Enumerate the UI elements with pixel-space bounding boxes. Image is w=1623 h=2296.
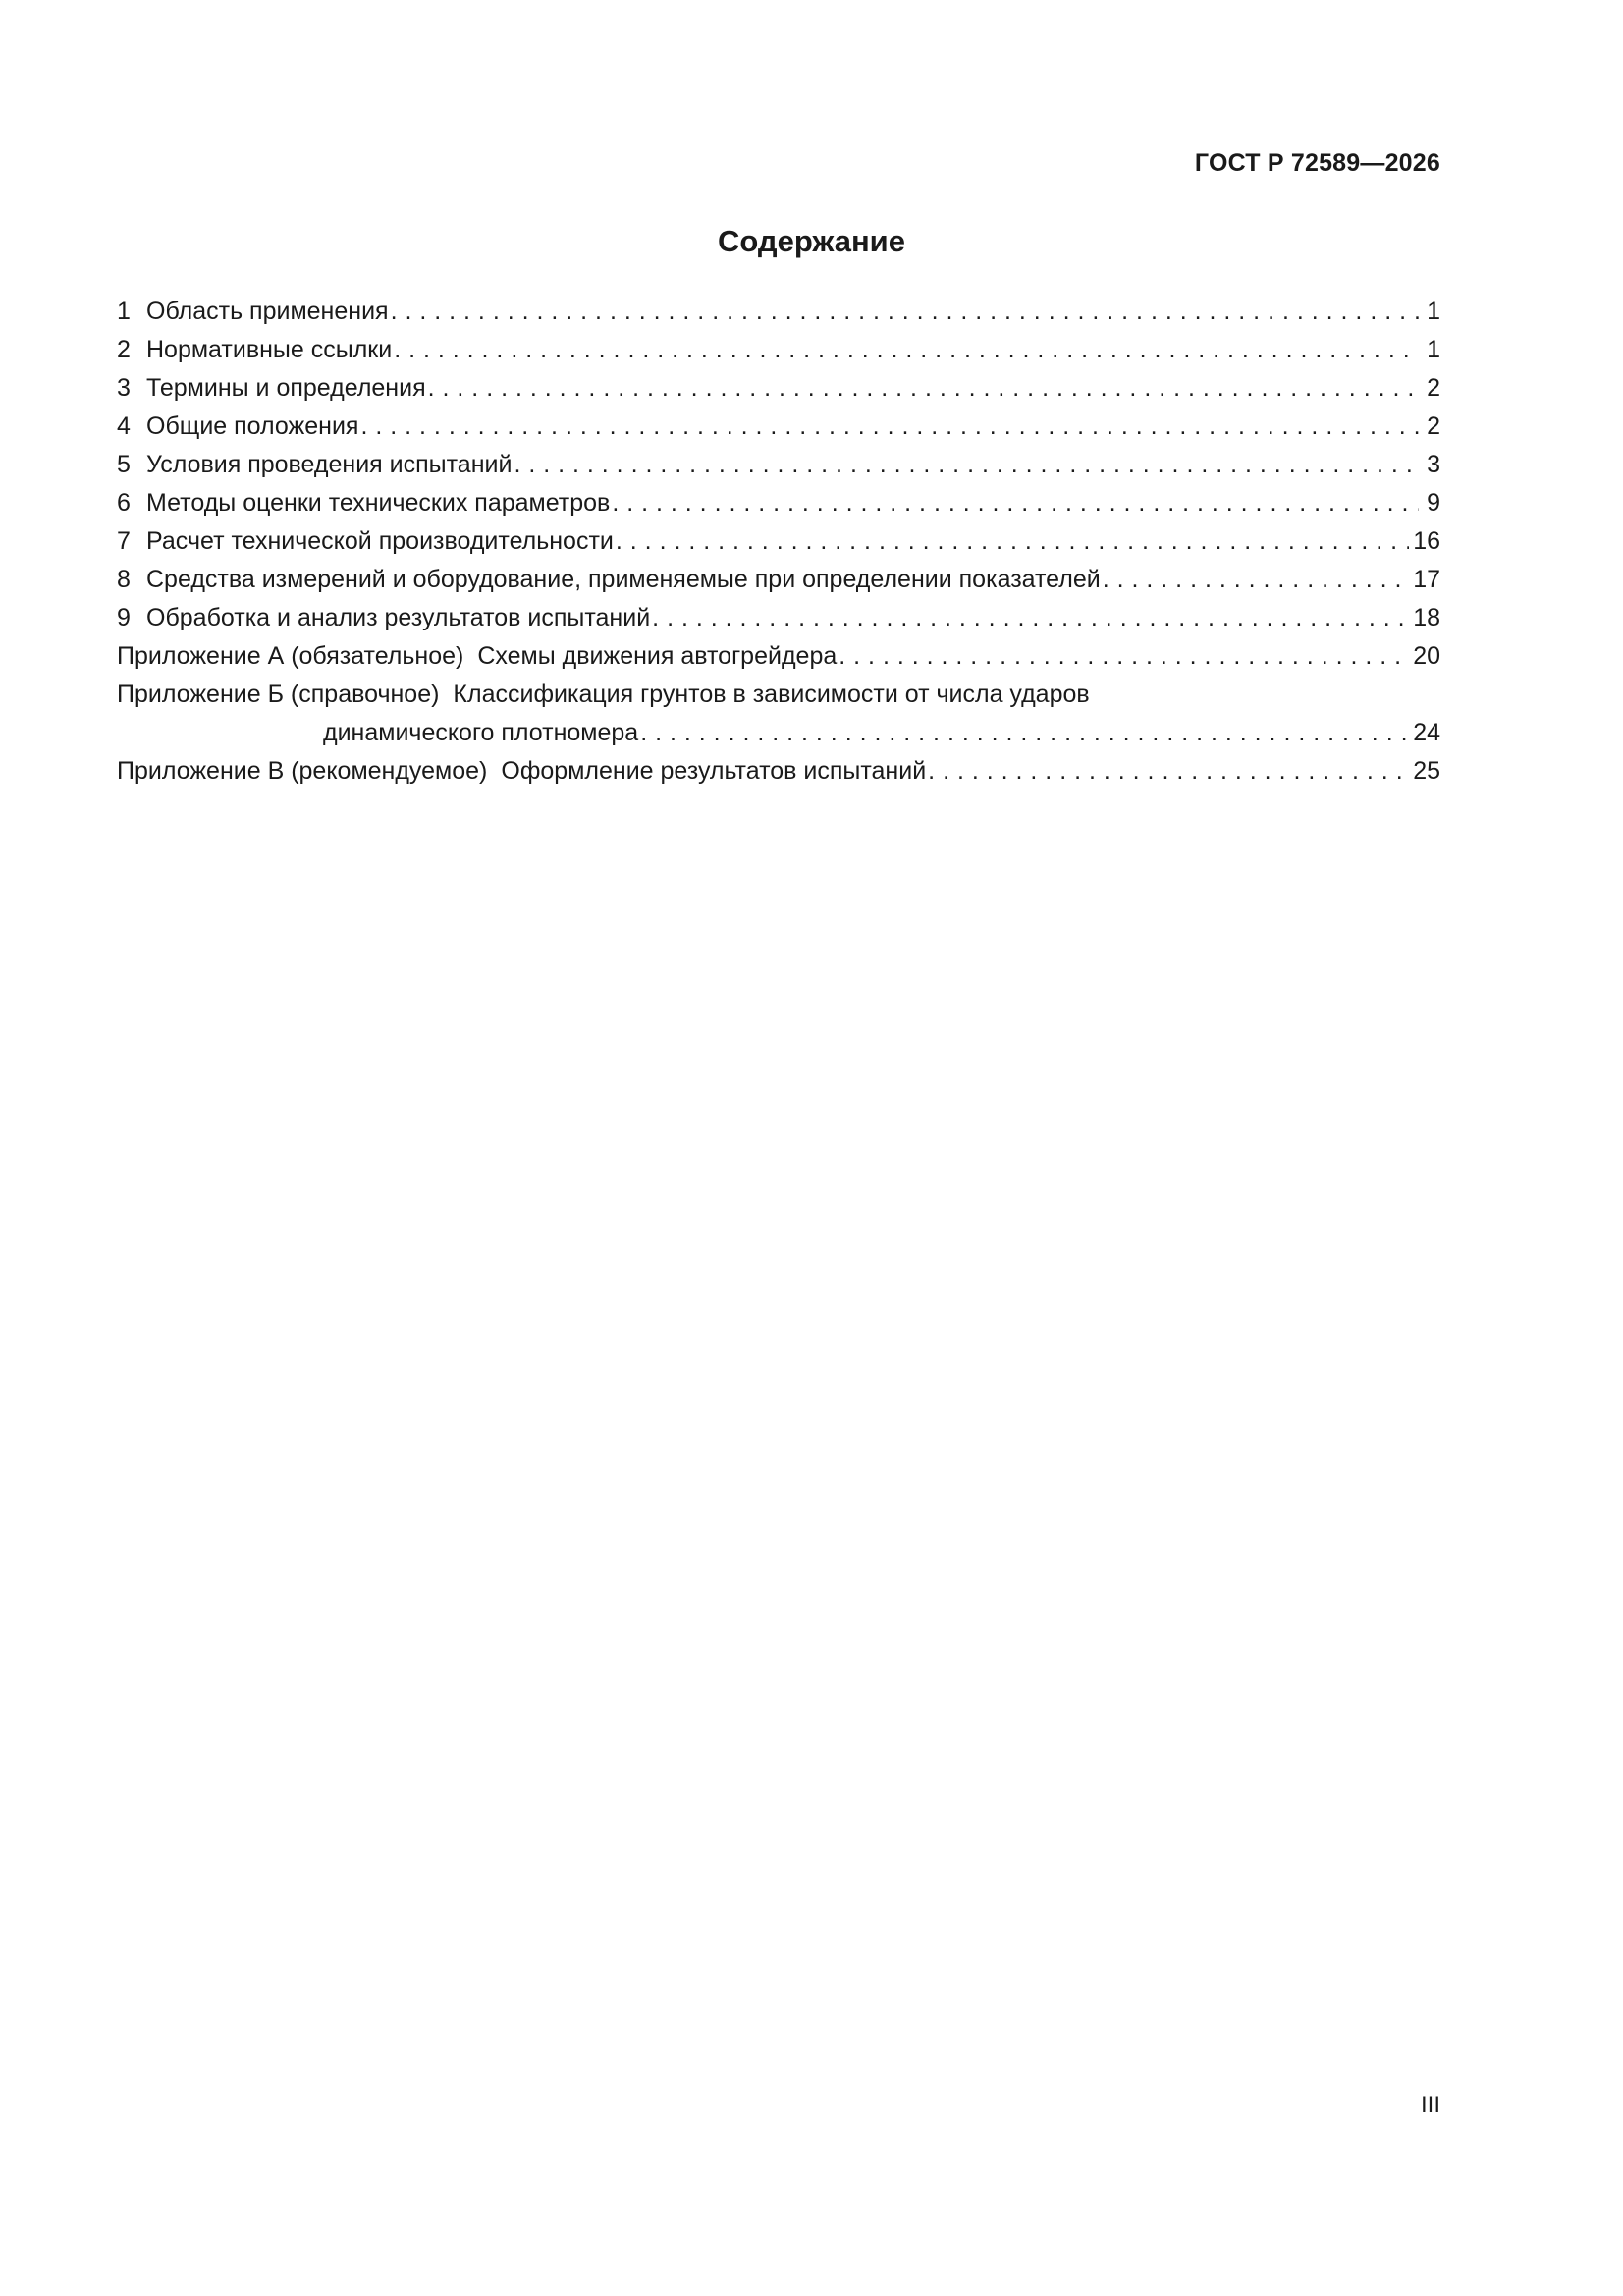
toc-appendix-b[interactable] [117, 676, 1440, 714]
toc-appendix-page: 25 [1413, 757, 1440, 785]
toc-entry-label: Средства измерений и оборудование, применяемые при определении показателей [146, 566, 1101, 593]
toc-entry-number: 9 [117, 604, 131, 631]
toc-entry-4[interactable] [117, 408, 1440, 446]
toc-entry-6[interactable] [117, 484, 1440, 522]
toc-entry-number: 3 [117, 374, 131, 402]
toc-entry-page: 16 [1413, 527, 1440, 555]
toc-entry-7[interactable] [117, 522, 1440, 561]
toc-appendix-prefix: Приложение В (рекомендуемое) [117, 757, 488, 785]
toc-entry-number: 6 [117, 489, 131, 517]
toc-entry-page: 3 [1427, 451, 1440, 478]
toc-entry-number: 2 [117, 336, 131, 363]
toc-entry-8[interactable] [117, 561, 1440, 599]
toc-leader-dots [514, 446, 1419, 484]
toc-leader-dots [616, 522, 1409, 561]
toc-leader-dots [1103, 561, 1409, 599]
toc-appendix-page: 24 [1413, 719, 1440, 746]
toc-leader-dots [428, 369, 1419, 408]
toc-entry-label: Расчет технической производительности [146, 527, 614, 555]
toc-entry-2[interactable] [117, 331, 1440, 369]
toc-entry-5[interactable] [117, 446, 1440, 484]
toc-appendix-label: Классификация грунтов в зависимости от числа ударов [453, 681, 1090, 708]
toc-entry-number: 5 [117, 451, 131, 478]
toc-entry-label: Нормативные ссылки [146, 336, 393, 363]
toc-entry-number: 1 [117, 298, 131, 325]
toc-entry-number: 4 [117, 412, 131, 440]
toc-leader-dots [394, 331, 1419, 369]
toc-leader-dots [360, 408, 1419, 446]
toc-appendix-a[interactable] [117, 637, 1440, 676]
toc-leader-dots [928, 752, 1409, 791]
table-of-contents [117, 293, 1440, 791]
toc-leader-dots [839, 637, 1409, 676]
document-code: ГОСТ Р 72589—2026 [1194, 149, 1440, 177]
toc-appendix-label: Схемы движения автогрейдера [477, 642, 838, 670]
page-number: III [1420, 2092, 1440, 2118]
toc-entry-page: 1 [1427, 298, 1440, 325]
toc-appendix-label: Оформление результатов испытаний [501, 757, 927, 785]
toc-appendix-prefix: Приложение А (обязательное) [117, 642, 464, 670]
toc-leader-dots [391, 293, 1419, 331]
toc-entry-page: 1 [1427, 336, 1440, 363]
toc-appendix-prefix: Приложение Б (справочное) [117, 681, 440, 708]
toc-appendix-v[interactable] [117, 752, 1440, 791]
toc-entry-page: 2 [1427, 374, 1440, 402]
toc-leader-dots [652, 599, 1409, 637]
toc-entry-page: 9 [1427, 489, 1440, 517]
toc-entry-page: 17 [1413, 566, 1440, 593]
toc-entry-label: Термины и определения [146, 374, 426, 402]
toc-entry-label: Условия проведения испытаний [146, 451, 513, 478]
toc-appendix-label-continued: динамического плотномера [323, 719, 639, 746]
toc-title: Содержание [718, 224, 905, 258]
toc-entry-1[interactable] [117, 293, 1440, 331]
toc-entry-label: Обработка и анализ результатов испытаний [146, 604, 651, 631]
toc-leader-dots [612, 484, 1419, 522]
toc-entry-label: Общие положения [146, 412, 359, 440]
toc-entry-3[interactable] [117, 369, 1440, 408]
toc-appendix-page: 20 [1413, 642, 1440, 670]
toc-entry-page: 2 [1427, 412, 1440, 440]
toc-entry-page: 18 [1413, 604, 1440, 631]
toc-entry-number: 8 [117, 566, 131, 593]
toc-leader-dots [640, 714, 1409, 752]
toc-entry-label: Область применения [146, 298, 389, 325]
toc-appendix-b-continuation[interactable] [117, 714, 1440, 752]
toc-entry-number: 7 [117, 527, 131, 555]
toc-entry-label: Методы оценки технических параметров [146, 489, 611, 517]
toc-entry-9[interactable] [117, 599, 1440, 637]
